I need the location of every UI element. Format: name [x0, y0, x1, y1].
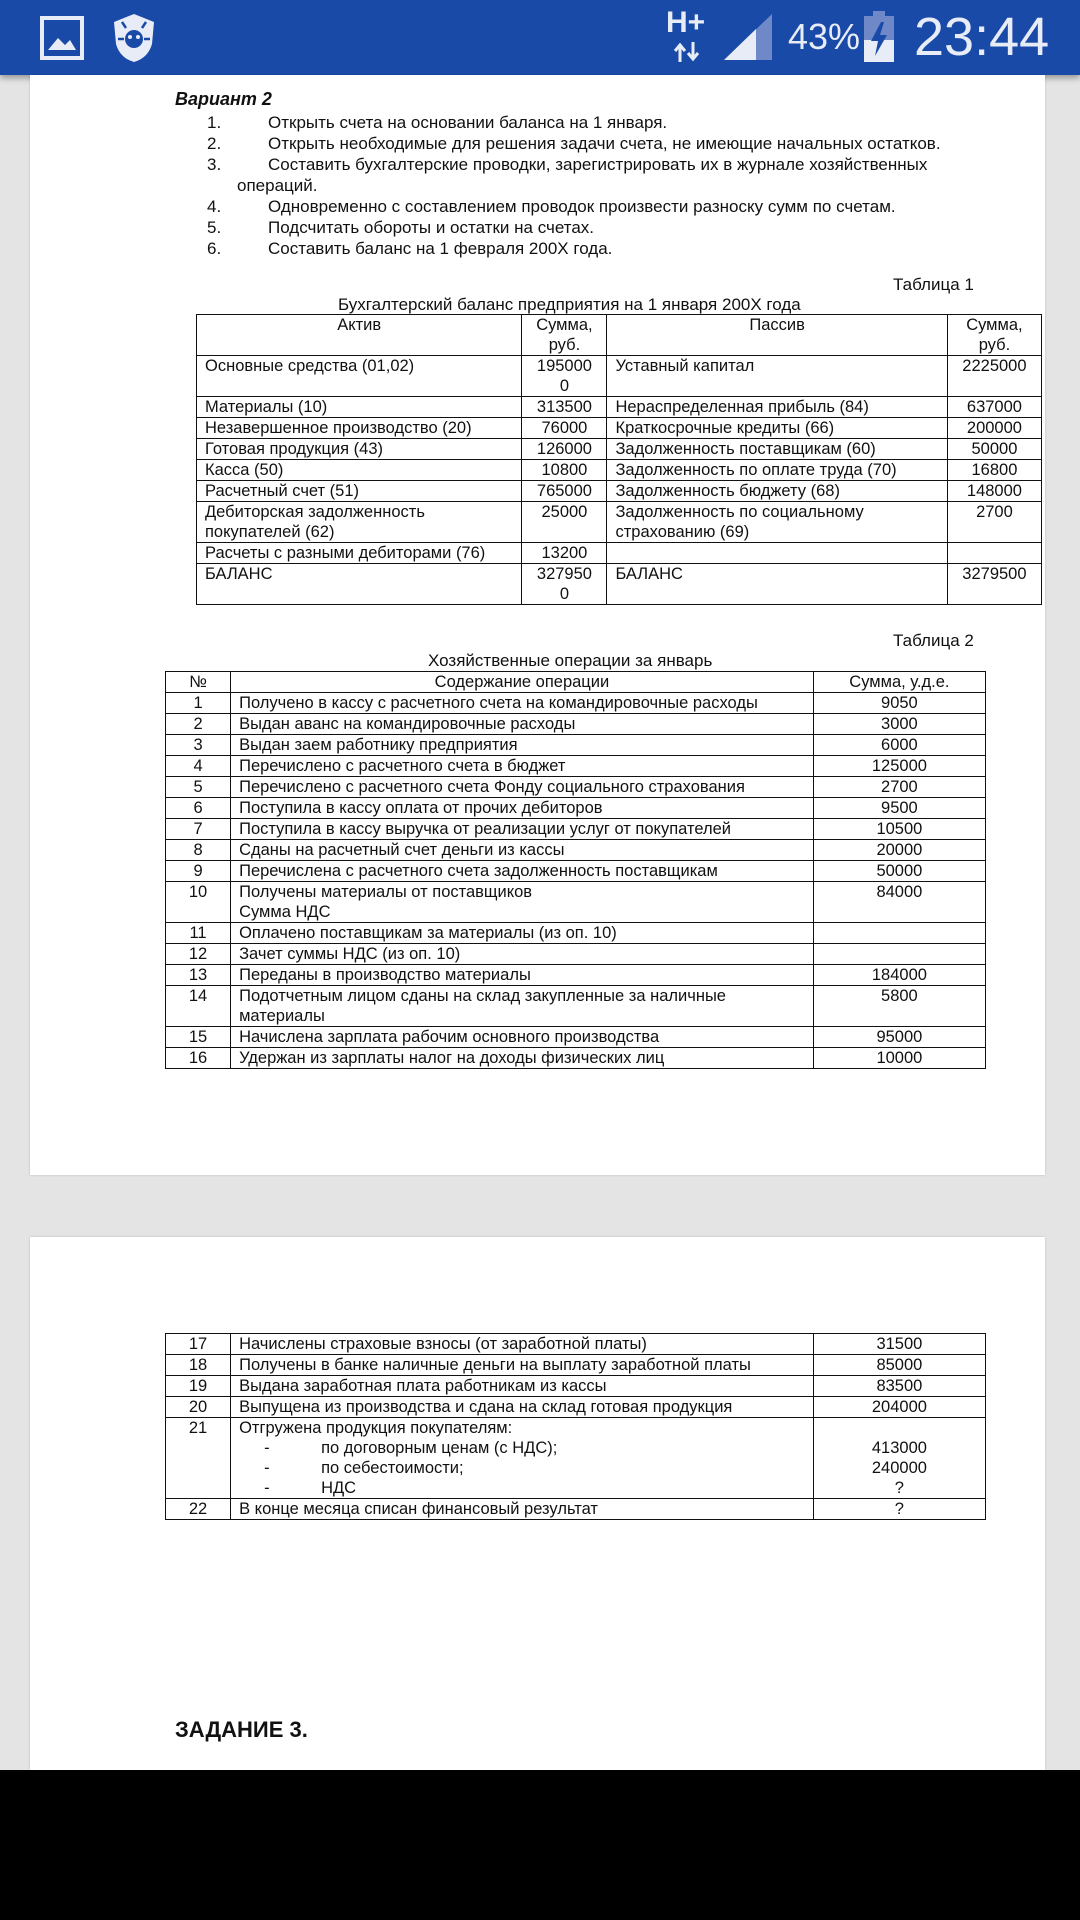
- table-cell: 9: [166, 861, 231, 882]
- instruction-text: Открыть счета на основании баланса на 1 января.: [268, 113, 668, 132]
- table-cell: В конце месяца списан финансовый результат: [231, 1499, 814, 1520]
- table-cell: ?: [813, 1499, 985, 1520]
- table-cell: Перечислено с расчетного счета в бюджет: [231, 756, 814, 777]
- instruction-number: 6.: [207, 239, 222, 258]
- table-cell: 125000: [813, 756, 985, 777]
- table-header-row: [166, 672, 986, 693]
- table-cell: 765000: [522, 481, 607, 502]
- table-row: [197, 460, 1042, 481]
- table-cell: Незавершенное производство (20): [197, 418, 522, 439]
- table-cell: Начислена зарплата рабочим основного производства: [231, 1027, 814, 1048]
- table-cell: 3279500: [522, 564, 607, 605]
- balance-table: [196, 314, 1042, 605]
- table-cell: 637000: [947, 397, 1041, 418]
- table-cell: 76000: [522, 418, 607, 439]
- table-cell: 7: [166, 819, 231, 840]
- table-cell: 200000: [947, 418, 1041, 439]
- table-cell: [813, 923, 985, 944]
- table-row-total: [197, 564, 1042, 605]
- gallery-icon: [40, 16, 84, 60]
- table-row: [197, 543, 1042, 564]
- battery-percent: 43%: [788, 16, 861, 57]
- table-cell: 204000: [813, 1397, 985, 1418]
- instruction-text-continued: операций.: [237, 176, 318, 195]
- table-row: [197, 418, 1042, 439]
- table-cell: Перечислена с расчетного счета задолженность поставщикам: [231, 861, 814, 882]
- table-cell: 148000: [947, 481, 1041, 502]
- column-header: Сумма, руб.: [522, 315, 607, 356]
- table-cell: [607, 543, 947, 564]
- instruction-text: Составить баланс на 1 февраля 200Х года.: [268, 239, 613, 258]
- table-cell: Касса (50): [197, 460, 522, 481]
- table-cell: Расчетный счет (51): [197, 481, 522, 502]
- table-cell: Оплачено поставщикам за материалы (из оп. 10): [231, 923, 814, 944]
- table-cell: 4: [166, 756, 231, 777]
- instruction-number: 5.: [207, 218, 222, 237]
- table-cell: 10000: [813, 1048, 985, 1069]
- table-cell: 313500: [522, 397, 607, 418]
- battery-charging-icon: [862, 10, 896, 64]
- table-cell: 85000: [813, 1355, 985, 1376]
- table-cell: [947, 543, 1041, 564]
- column-header: Пассив: [607, 315, 947, 356]
- table-cell: 25000: [522, 502, 607, 543]
- table-row: [166, 735, 986, 756]
- table-cell: Переданы в производство материалы: [231, 965, 814, 986]
- table-cell: 16: [166, 1048, 231, 1069]
- table-cell: Краткосрочные кредиты (66): [607, 418, 947, 439]
- table-cell: Выдана заработная плата работникам из кассы: [231, 1376, 814, 1397]
- task-title: ЗАДАНИЕ 3.: [175, 1717, 308, 1742]
- table-row: [166, 1027, 986, 1048]
- table-cell: Получены в банке наличные деньги на выплату заработной платы: [231, 1355, 814, 1376]
- table-cell: Уставный капитал: [607, 356, 947, 397]
- table-cell: 50000: [813, 861, 985, 882]
- table-row: [166, 986, 986, 1027]
- table1-caption: Бухгалтерский баланс предприятия на 1 января 200Х года: [338, 295, 801, 314]
- table-cell: Подотчетным лицом сданы на склад закупленные за наличные материалы: [231, 986, 814, 1027]
- table1-label: Таблица 1: [893, 275, 974, 294]
- table-cell: 8: [166, 840, 231, 861]
- table-cell: Расчеты с разными дебиторами (76): [197, 543, 522, 564]
- table-cell: Поступила в кассу оплата от прочих дебиторов: [231, 798, 814, 819]
- table-cell: 15: [166, 1027, 231, 1048]
- table-row: [166, 777, 986, 798]
- table-row: [166, 1048, 986, 1069]
- table-cell: 22: [166, 1499, 231, 1520]
- table-cell: 413000 240000 ?: [813, 1418, 985, 1499]
- table-row: [197, 356, 1042, 397]
- signal-icon: [722, 12, 774, 62]
- table-cell: Получены материалы от поставщиков Сумма НДС: [231, 882, 814, 923]
- data-arrows-icon: [672, 40, 702, 64]
- table-cell: 3279500: [947, 564, 1041, 605]
- column-header: Актив: [197, 315, 522, 356]
- table-cell: 19: [166, 1376, 231, 1397]
- table-cell: Готовая продукция (43): [197, 439, 522, 460]
- table-cell: 95000: [813, 1027, 985, 1048]
- table2-caption: Хозяйственные операции за январь: [428, 651, 713, 670]
- table-cell: 9050: [813, 693, 985, 714]
- clock: 23:44: [914, 7, 1050, 67]
- table-cell: БАЛАНС: [607, 564, 947, 605]
- table-cell: 2225000: [947, 356, 1041, 397]
- table-cell: 10800: [522, 460, 607, 481]
- table-row: [166, 861, 986, 882]
- table-cell: 21: [166, 1418, 231, 1499]
- table-row: [166, 1418, 986, 1499]
- table-row: [197, 439, 1042, 460]
- instruction-text: Одновременно с составлением проводок произвести разноску сумм по счетам.: [268, 197, 896, 216]
- table-cell: 14: [166, 986, 231, 1027]
- table-cell: Сданы на расчетный счет деньги из кассы: [231, 840, 814, 861]
- instruction-number: 4.: [207, 197, 222, 216]
- instruction-text: Открыть необходимые для решения задачи счета, не имеющие начальных остатков.: [268, 134, 941, 153]
- table-cell: 20: [166, 1397, 231, 1418]
- document-page-1[interactable]: [30, 75, 1045, 1175]
- table-cell: Перечислено с расчетного счета Фонду социального страхования: [231, 777, 814, 798]
- table-cell: 31500: [813, 1334, 985, 1355]
- network-type: H+: [666, 6, 706, 39]
- table-cell: Зачет суммы НДС (из оп. 10): [231, 944, 814, 965]
- instruction-text: Составить бухгалтерские проводки, зарегистрировать их в журнале хозяйственных: [268, 155, 928, 174]
- antivirus-icon: [110, 12, 158, 64]
- table-cell: 5800: [813, 986, 985, 1027]
- table-cell: 184000: [813, 965, 985, 986]
- table-cell: Отгружена продукция покупателям: - по договорным ценам (с НДС); - по себестоимости; - НДС: [231, 1418, 814, 1499]
- table-row: [166, 756, 986, 777]
- table-cell: Дебиторская задолженность покупателей (62): [197, 502, 522, 543]
- table-cell: 11: [166, 923, 231, 944]
- table-cell: Задолженность поставщикам (60): [607, 439, 947, 460]
- table-cell: 3: [166, 735, 231, 756]
- table-row: [197, 397, 1042, 418]
- table-row: [166, 1355, 986, 1376]
- table-cell: 6000: [813, 735, 985, 756]
- table-cell: 16800: [947, 460, 1041, 481]
- variant-title: Вариант 2: [175, 89, 272, 109]
- table-cell: 1: [166, 693, 231, 714]
- status-bar: [0, 0, 1080, 75]
- table-cell: Выпущена из производства и сдана на склад готовая продукция: [231, 1397, 814, 1418]
- table-cell: Поступила в кассу выручка от реализации услуг от покупателей: [231, 819, 814, 840]
- table-cell: 10500: [813, 819, 985, 840]
- table-cell: Получено в кассу с расчетного счета на командировочные расходы: [231, 693, 814, 714]
- table-cell: [813, 944, 985, 965]
- table-row: [166, 840, 986, 861]
- table-cell: 3000: [813, 714, 985, 735]
- table-row: [197, 502, 1042, 543]
- table-cell: 5: [166, 777, 231, 798]
- table-cell: 2700: [813, 777, 985, 798]
- table-row: [166, 1334, 986, 1355]
- table-cell: 10: [166, 882, 231, 923]
- instruction-text: Подсчитать обороты и остатки на счетах.: [268, 218, 595, 237]
- navigation-bar-area: [0, 1770, 1080, 1920]
- column-header: №: [166, 672, 231, 693]
- table-row: [166, 923, 986, 944]
- table-row: [166, 798, 986, 819]
- table-row: [166, 882, 986, 923]
- table-row: [166, 1499, 986, 1520]
- table-cell: 84000: [813, 882, 985, 923]
- document-page-2[interactable]: [30, 1237, 1045, 1770]
- operations-table: [165, 671, 986, 1069]
- table-cell: 2: [166, 714, 231, 735]
- instruction-number: 2.: [207, 134, 222, 153]
- table-cell: Выдан заем работнику предприятия: [231, 735, 814, 756]
- instruction-number: 1.: [207, 113, 222, 132]
- table-cell: Выдан аванс на командировочные расходы: [231, 714, 814, 735]
- table-cell: 50000: [947, 439, 1041, 460]
- table-row: [197, 481, 1042, 502]
- table-cell: 2700: [947, 502, 1041, 543]
- operations-table-continued: [165, 1333, 986, 1520]
- table-cell: 12: [166, 944, 231, 965]
- table-cell: 126000: [522, 439, 607, 460]
- table-row: [166, 965, 986, 986]
- table-cell: Нераспределенная прибыль (84): [607, 397, 947, 418]
- table-cell: 20000: [813, 840, 985, 861]
- table-cell: 13200: [522, 543, 607, 564]
- table-row: [166, 1376, 986, 1397]
- table-header-row: [197, 315, 1042, 356]
- table-cell: Задолженность по социальному страхованию (69): [607, 502, 947, 543]
- table-row: [166, 819, 986, 840]
- column-header: Сумма, руб.: [947, 315, 1041, 356]
- table-cell: Задолженность по оплате труда (70): [607, 460, 947, 481]
- table-cell: Задолженность бюджету (68): [607, 481, 947, 502]
- table-cell: 18: [166, 1355, 231, 1376]
- table-row: [166, 1397, 986, 1418]
- table-cell: 13: [166, 965, 231, 986]
- table-cell: Основные средства (01,02): [197, 356, 522, 397]
- table-cell: Удержан из зарплаты налог на доходы физических лиц: [231, 1048, 814, 1069]
- table-cell: Материалы (10): [197, 397, 522, 418]
- table-cell: Начислены страховые взносы (от заработной платы): [231, 1334, 814, 1355]
- column-header: Содержание операции: [231, 672, 814, 693]
- table-cell: БАЛАНС: [197, 564, 522, 605]
- table-cell: 1950000: [522, 356, 607, 397]
- table-cell: 9500: [813, 798, 985, 819]
- table-cell: 17: [166, 1334, 231, 1355]
- table-row: [166, 944, 986, 965]
- instruction-number: 3.: [207, 155, 222, 174]
- column-header: Сумма, у.д.е.: [813, 672, 985, 693]
- table-cell: 6: [166, 798, 231, 819]
- table2-label: Таблица 2: [893, 631, 974, 650]
- table-row: [166, 693, 986, 714]
- table-cell: 83500: [813, 1376, 985, 1397]
- table-row: [166, 714, 986, 735]
